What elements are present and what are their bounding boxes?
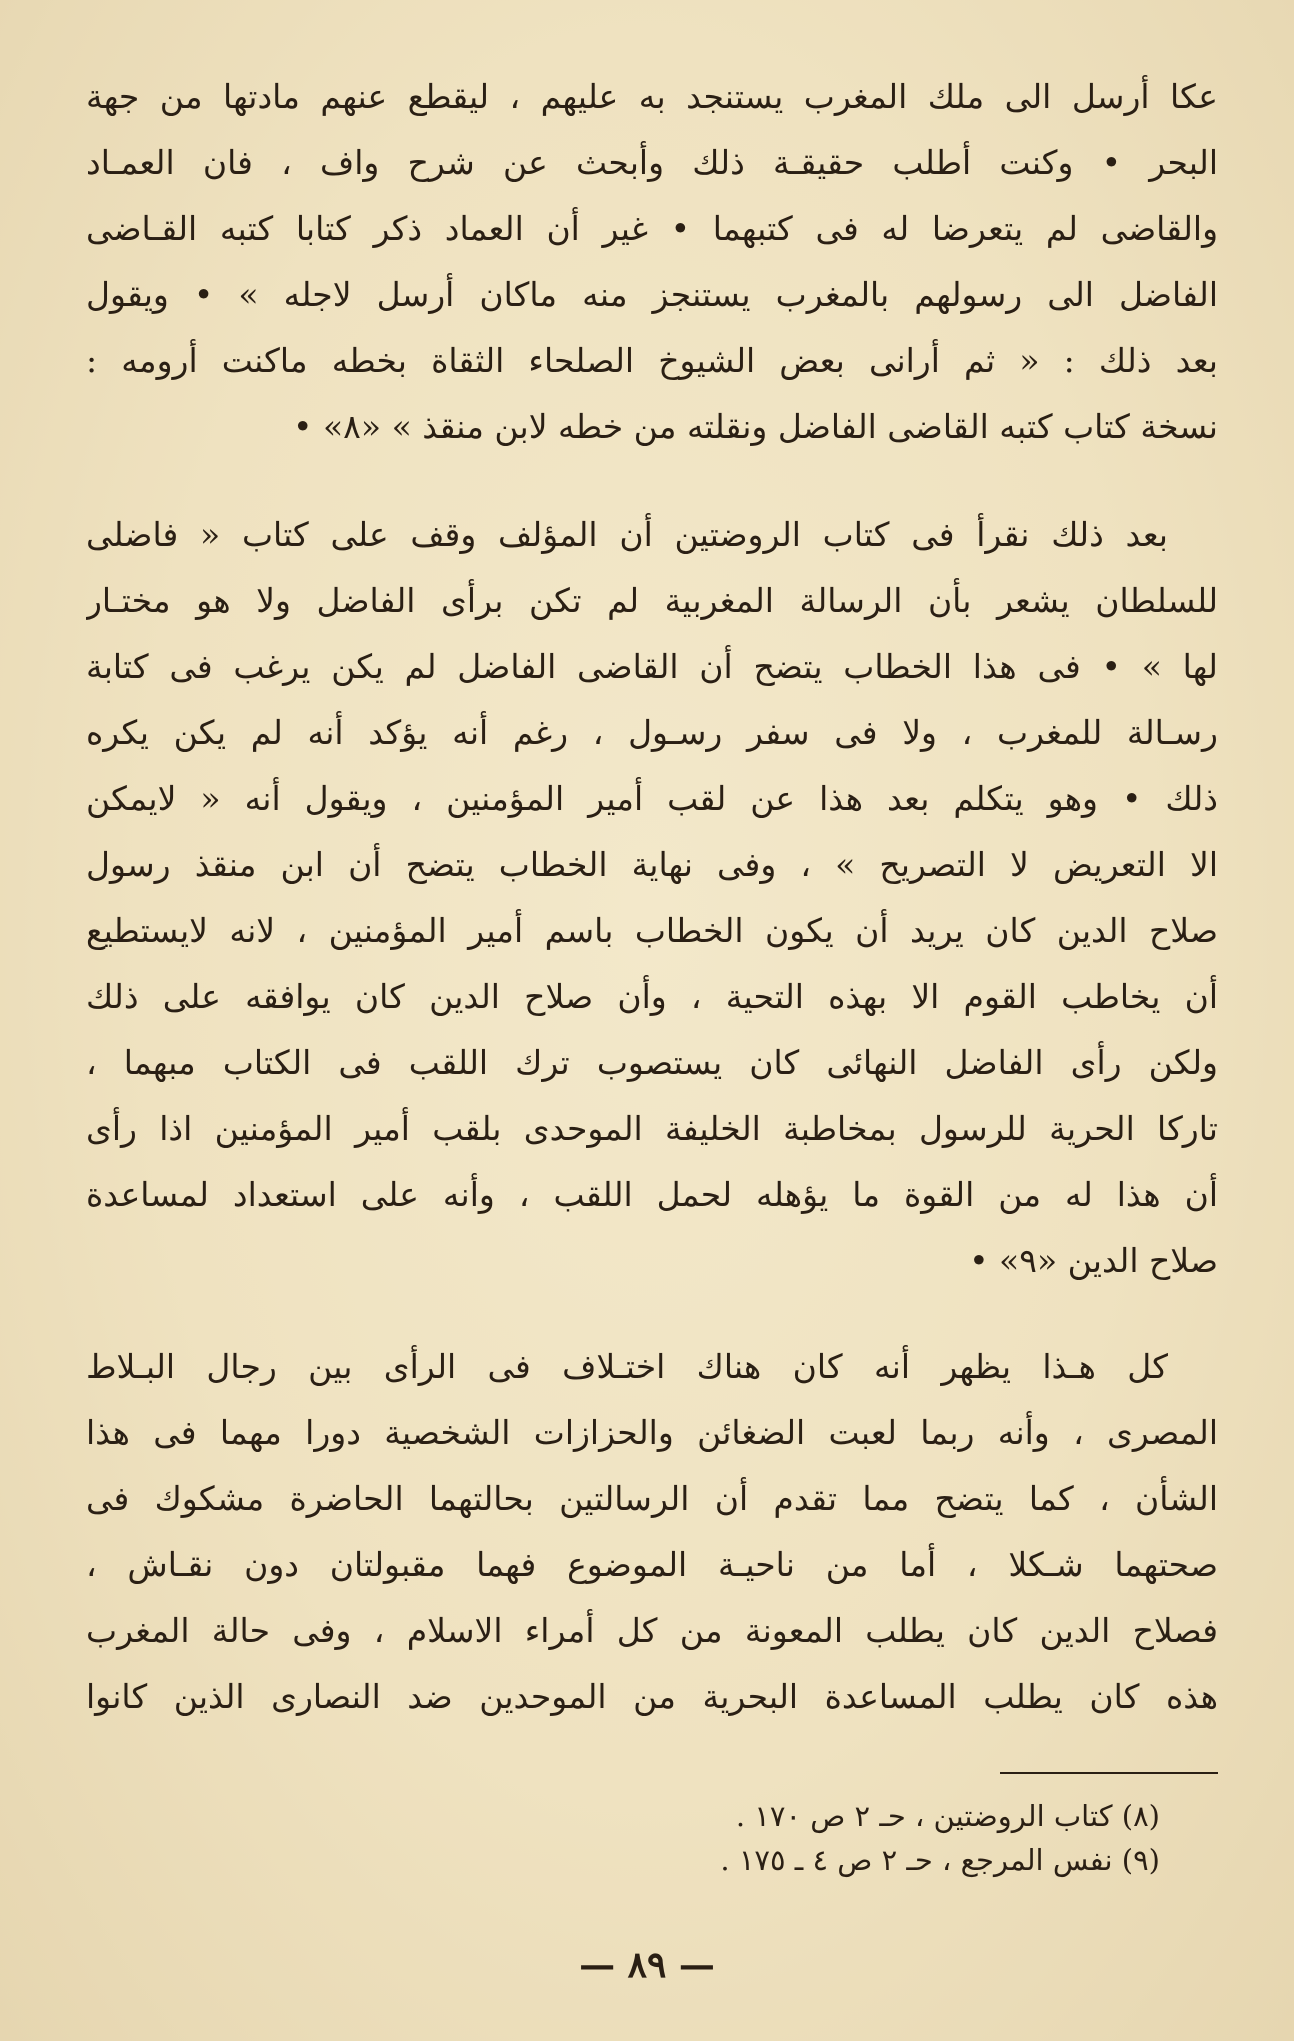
- text-line: صلاح الدين كان يريد أن يكون الخطاب باسم أمير المؤمنين ، لانه لايستطيع: [86, 911, 1218, 950]
- text-line: نسخة كتاب كتبه القاضى الفاضل ونقلته من خطه لابن منقذ » «٨» •: [293, 407, 1218, 446]
- text-line: المصرى ، وأنه ربما لعبت الضغائن والحزازات الشخصية دورا مهما فى هذا: [86, 1413, 1218, 1452]
- text-line: رسـالة للمغرب ، ولا فى سفر رسـول ، رغم أنه يؤكد أنه لم يكن يكره: [86, 713, 1218, 752]
- text-line: والقاضى لم يتعرضا له فى كتبهما • غير أن العماد ذكر كتابا كتبه القـاضى: [86, 209, 1218, 248]
- text-line: فصلاح الدين كان يطلب المعونة من كل أمراء الاسلام ، وفى حالة المغرب: [86, 1611, 1218, 1650]
- text-line: صلاح الدين «٩» •: [969, 1241, 1218, 1280]
- text-line: بعد ذلك : « ثم أرانى بعض الشيوخ الصلحاء الثقاة بخطه ماكنت أرومه :: [86, 341, 1218, 380]
- text-line: صحتهما شـكلا ، أما من ناحيـة الموضوع فهما مقبولتان دون نقـاش ،: [86, 1545, 1218, 1584]
- text-line: ذلك • وهو يتكلم بعد هذا عن لقب أمير المؤمنين ، ويقول أنه « لايمكن: [86, 779, 1218, 818]
- text-line: أن هذا له من القوة ما يؤهله لحمل اللقب ، وأنه على استعداد لمساعدة: [86, 1175, 1218, 1214]
- text-line: الشأن ، كما يتضح مما تقدم أن الرسالتين بحالتهما الحاضرة مشكوك فى: [86, 1479, 1218, 1518]
- text-line: بعد ذلك نقرأ فى كتاب الروضتين أن المؤلف وقف على كتاب « فاضلى: [86, 515, 1168, 554]
- footnote-9: (٩) نفس المرجع ، حـ ٢ ص ٤ ـ ١٧٥ .: [720, 1843, 1160, 1877]
- paragraph-1: [86, 64, 1218, 460]
- text-line: كل هـذا يظهر أنه كان هناك اختـلاف فى الرأى بين رجال البـلاط: [86, 1347, 1168, 1386]
- page-number: — ٨٩ —: [579, 1944, 715, 1986]
- paragraph-3: [86, 1334, 1218, 1730]
- text-line: لها » • فى هذا الخطاب يتضح أن القاضى الفاضل لم يكن يرغب فى كتابة: [86, 647, 1218, 686]
- paragraph-2: [86, 502, 1218, 1294]
- text-line: للسلطان يشعر بأن الرسالة المغربية لم تكن برأى الفاضل ولا هو مختـار: [86, 581, 1218, 620]
- footnote-divider: [1000, 1772, 1218, 1774]
- text-line: البحر • وكنت أطلب حقيقـة ذلك وأبحث عن شرح واف ، فان العمـاد: [86, 143, 1218, 182]
- text-line: عكا أرسل الى ملك المغرب يستنجد به عليهم ، ليقطع عنهم مادتها من جهة: [86, 77, 1218, 116]
- text-line: الفاضل الى رسولهم بالمغرب يستنجز منه ماكان أرسل لاجله » • ويقول: [86, 275, 1218, 314]
- text-line: ولكن رأى الفاضل النهائى كان يستصوب ترك اللقب فى الكتاب مبهما ،: [86, 1043, 1218, 1082]
- text-line: هذه كان يطلب المساعدة البحرية من الموحدين ضد النصارى الذين كانوا: [86, 1677, 1218, 1716]
- footnote-8: (٨) كتاب الروضتين ، حـ ٢ ص ١٧٠ .: [735, 1799, 1160, 1833]
- text-line: أن يخاطب القوم الا بهذه التحية ، وأن صلاح الدين كان يوافقه على ذلك: [86, 977, 1218, 1016]
- text-line: تاركا الحرية للرسول بمخاطبة الخليفة الموحدى بلقب أمير المؤمنين اذا رأى: [86, 1109, 1218, 1148]
- text-line: الا التعريض لا التصريح » ، وفى نهاية الخطاب يتضح أن ابن منقذ رسول: [86, 845, 1218, 884]
- footnotes: [400, 1794, 1160, 1882]
